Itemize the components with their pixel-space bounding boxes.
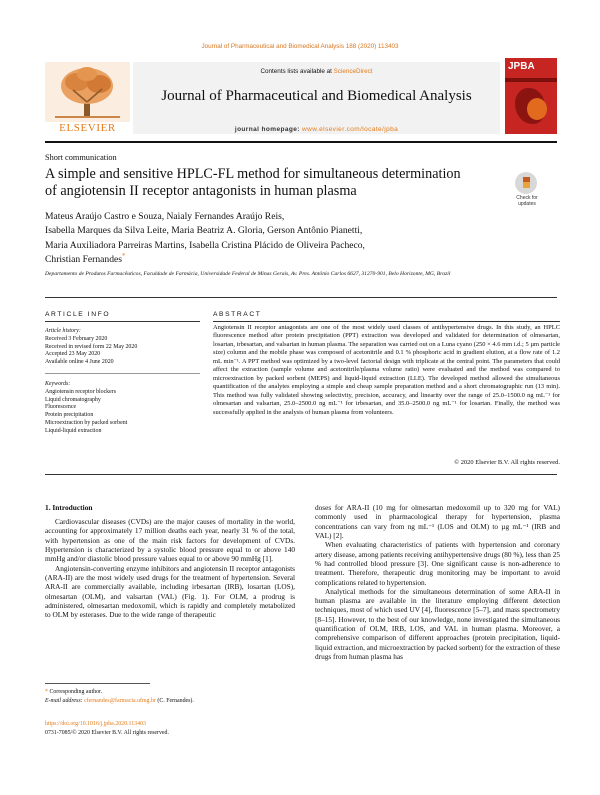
keyword-item: Fluorescence [45,404,77,411]
body-paragraph: Analytical methods for the simultaneous determination of some ARA-II in human plasma are available in the literature employing different detection techniques, most of which used UV [4], fluorescence [5–7], and mass spectrometry [8–15]. However, to the best of our knowledge, none investigated the simultaneous quantification of OLM, IRB, LOS, and VAL in human plasma. Moreover, a comprehensive comparison of different approaches (protein precipitation, liquid-liquid extraction, and microextraction by packed sorbent) for the extraction of these drugs from human plasma has [315,586,560,661]
keywords-heading: Keywords: [45,381,71,387]
homepage-link[interactable]: www.elsevier.com/locate/jpba [302,126,399,133]
cover-title: JPBA [508,61,535,72]
sciencedirect-link[interactable]: ScienceDirect [333,68,373,75]
article-info-heading: ARTICLE INFO [45,311,111,318]
journal-title[interactable]: Journal of Pharmaceutical and Biomedical Analysis [161,88,472,104]
keyword-item: Liquid chromatography [45,396,101,403]
body-paragraph: doses for ARA-II (10 mg for olmesartan medoxomil up to 320 mg for VAL) commonly used in pharmacological therapy for hypertension, plasma concentrations can vary from ng mL⁻¹ (LOS and OLM) to µg mL⁻¹ (IRB and VAL) [2]. [315,503,560,540]
abstract-copyright: © 2020 Elsevier B.V. All rights reserved. [454,459,560,466]
abstract-text: Angiotensin II receptor antagonists are one of the most widely used classes of antihypertensive drugs. In this study, an HPLC fluorescence method after protein precipitation (PPT) extraction was developed and validated for determination of olmesartan, losartan, irbesartan, and valsartan in human plasma. The separation was carried out on a Luna cyano (250 × 4.6 mm i.d.; 5 µm particle size) column and the mobile phase was composed of acetonitrile and 0.1 % phosphoric acid in gradient elution, at a flow rate of 1.2 mL min⁻¹. A PPT method was optimized by a two-level factorial design with triplicate at the central point. The parameters that could affect the extraction (sample volume and acetonitrile/plasma volume ratio) were evaluated and the method was compared to microextraction by packed sorbent (MEPS) and liquid-liquid extraction (LLE). The developed method allowed the simultaneous quantification of the analytes employing a simple and cheap sample preparation method and a short chromatographic run (13 min). This method was fully validated showing selectivity, precision, accuracy, and linearity over the range of 25.0–1500.0 ng mL⁻¹ for olmesartan and valsartan, 25.0–2500.0 ng mL⁻¹ for irbesartan, and 35.0–2500.0 ng mL⁻¹ for losartan. Finally, the method was successfully applied in the analysis of human plasma from volunteers. [213,324,560,416]
contents-prefix: Contents lists available at [260,68,334,75]
history-accepted: Accepted 23 May 2020 [45,351,101,358]
doi-link[interactable]: https://doi.org/10.1016/j.jpba.2020.113403 [45,721,146,727]
cover-band [505,78,557,82]
history-heading: Article history: [45,328,81,334]
article-title: A simple and sensitive HPLC-FL method for simultaneous determination of angiotensin II receptor antagonists in human plasma [45,166,461,199]
authors-line: Maria Auxiliadora Parreiras Martins, Isabella Cristina Plácido de Oliveira Pacheco, [45,239,365,251]
contents-line [133,68,500,75]
check-updates-label: Check for updates [516,195,538,207]
bookmark-icon-top [523,177,530,182]
tree-icon [45,62,130,122]
footnotes [45,688,295,705]
body-column-left [45,517,295,619]
elsevier-logo[interactable] [45,62,130,134]
journal-citation[interactable]: Journal of Pharmaceutical and Biomedical Analysis 188 (2020) 113403 [201,43,399,50]
history-online: Available online 4 June 2020 [45,359,114,366]
corresponding-marker[interactable]: * [122,252,126,261]
abstract-heading: ABSTRACT [213,311,262,318]
cover-artwork-accent [527,98,547,120]
journal-cover-thumbnail[interactable] [505,58,557,134]
email-link[interactable]: cfernandes@farmacia.ufmg.br [84,697,156,704]
body-column-right [315,503,560,661]
author-list [45,210,515,268]
keyword-item: Liquid-liquid extraction [45,427,102,434]
corresponding-label: Corresponding author. [49,689,103,695]
email-label: E-mail address: [45,697,83,704]
history-divider [45,373,200,374]
authors-line [45,253,515,267]
affiliation-divider [45,297,557,298]
abstract-rule [213,321,560,322]
introduction-heading: 1. Introduction [45,503,93,512]
header-divider [45,141,557,143]
history-received: Received 3 February 2020 [45,335,108,342]
homepage-label: journal homepage: [234,126,300,133]
article-type: Short communication [45,153,117,162]
article-info-rule [45,321,200,322]
keywords [45,381,205,436]
keyword-item: Protein precipitation [45,412,94,419]
email-owner: (C. Fernandes). [157,697,194,704]
email-note [45,697,295,706]
body-paragraph: When evaluating characteristics of patients with hypertension and coronary artery disease, among patients receiving antihypertensive drugs (80 %), less than 25 % had controlled blood pressure [3]. One significant cause is non-adherence to treatment. Therefore, therapeutic drug monitoring may be important to avoid complications related to hypertension. [315,540,560,587]
history-revised: Received in revised form 22 May 2020 [45,343,138,350]
keyword-item: Microextraction by packed sorbent [45,419,128,426]
authors-line: Mateus Araújo Castro e Souza, Naialy Fernandes Araújo Reis, [45,211,285,222]
doi-block [45,720,345,737]
article-history [45,328,205,367]
authors-line: Isabella Marques da Silva Leite, Maria Beatriz A. Gloria, Gerson Antônio Pianetti, [45,225,363,237]
affiliation: Departamento de Produtos Farmacêuticos, Faculdade de Farmácia, Universidade Federal de Minas Gerais, Av. Pres. Antônio Carlos 6627, 31270-901, Belo Horizonte, MG, Brazil [45,271,451,277]
check-for-updates-badge[interactable] [508,172,548,208]
issn-line: 0731-7085/© 2020 Elsevier B.V. All rights reserved. [45,729,169,736]
publisher-wordmark: ELSEVIER [59,122,116,134]
keyword-item: Angiotensin receptor blockers [45,388,116,395]
body-paragraph: Angiotensin-converting enzyme inhibitors and angiotensin II receptor antagonists (ARA-II) are the most widely used drugs for the treatment of hypertension. Several ARA-II are commercially available, including irbesartan (IRB), losartan (LOS), olmesartan (OLM), and valsartan (VAL) (Fig. 1). For OLM, a prodrug is administered, olmesartan medoxomil, which is rapidly and completely metabolized to OLM by esterases. Due to the wide range of therapeutic [45,563,295,620]
footnote-marker: * [45,689,48,695]
abstract-bottom-divider [45,474,557,475]
author-name[interactable]: Christian Fernandes [45,254,123,266]
body-paragraph: Cardiovascular diseases (CVDs) are the major causes of mortality in the world, accounting for approximately 17 million deaths each year, nearly 31 % of the total, with hypertension as one of the main risk factors for development of CVDs. Hypertension is characterized by a systolic blood pressure equal to or above 140 mmHg and/or diastolic blood pressure values equal to or above 90 mmHg [1]. [45,517,295,564]
journal-homepage [133,126,500,133]
corresponding-note [45,688,295,697]
footnote-rule [45,683,150,684]
